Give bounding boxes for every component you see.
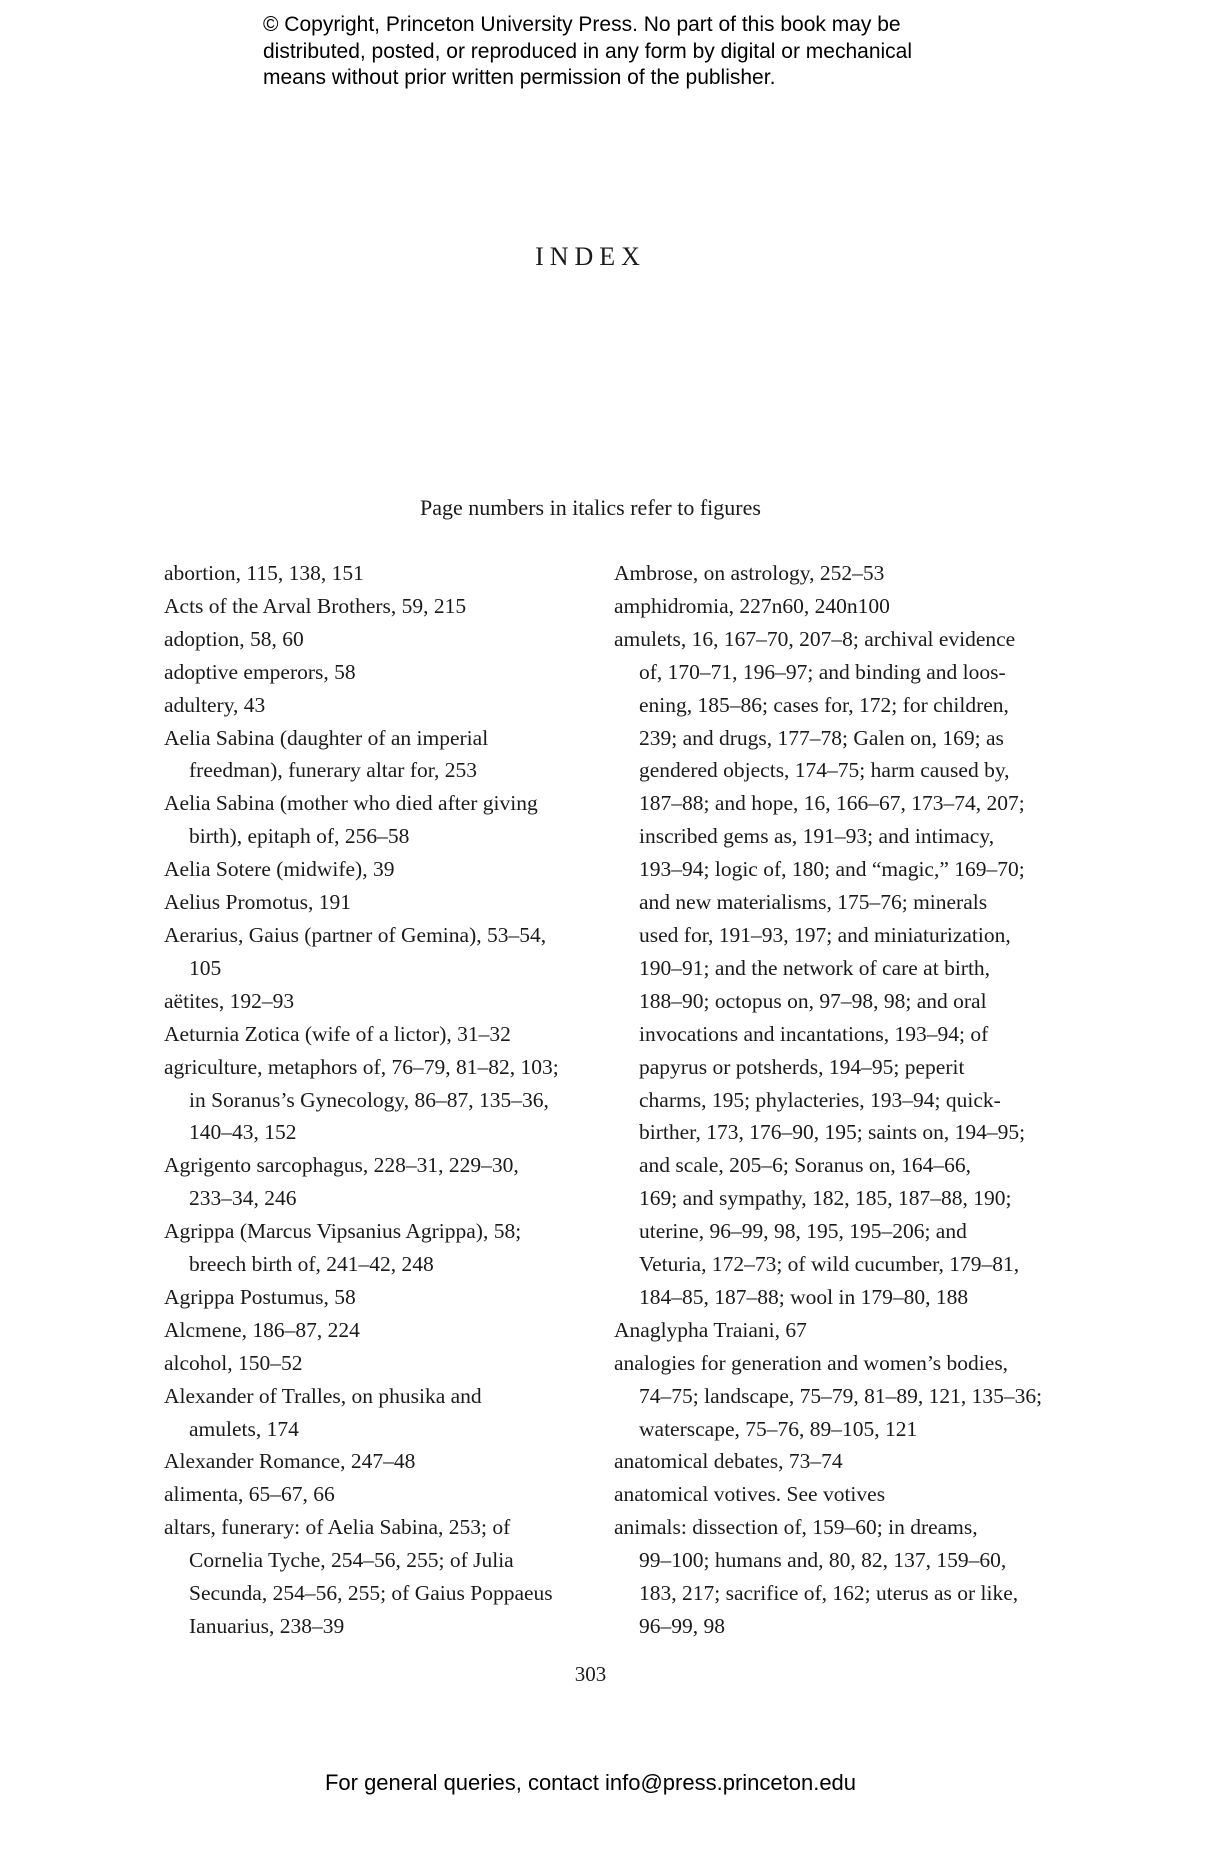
index-line: amulets, 174 — [189, 1416, 299, 1441]
index-line: 193–94; logic of, 180; and “magic,” 169–70; — [639, 857, 1025, 882]
copyright-line: distributed, posted, or reproduced in any form by digital or mechanical — [263, 39, 913, 63]
index-line: amphidromia, 227n60, 240n100 — [614, 593, 890, 618]
index-line: 184–85, 187–88; wool in 179–80, 188 — [639, 1284, 969, 1309]
index-note: Page numbers in italics refer to figures — [420, 495, 761, 520]
index-line: anatomical votives. See votives — [614, 1482, 886, 1507]
index-line: 187–88; and hope, 16, 166–67, 173–74, 207; — [639, 791, 1025, 816]
index-line: freedman), funerary altar for, 253 — [189, 758, 478, 783]
index-line: alcohol, 150–52 — [164, 1350, 303, 1375]
index-line: waterscape, 75–76, 89–105, 121 — [639, 1416, 918, 1441]
index-line: Alcmene, 186–87, 224 — [164, 1317, 360, 1342]
index-line: Aeturnia Zotica (wife of a lictor), 31–32 — [164, 1021, 511, 1046]
index-line: aëtites, 192–93 — [164, 988, 295, 1013]
index-line: inscribed gems as, 191–93; and intimacy, — [639, 824, 995, 849]
index-line: birth), epitaph of, 256–58 — [189, 824, 410, 849]
index-line: 74–75; landscape, 75–79, 81–89, 121, 135–36; — [639, 1383, 1043, 1408]
index-line: uterine, 96–99, 98, 195, 195–206; and — [639, 1219, 967, 1244]
index-line: and new materialisms, 175–76; minerals — [639, 890, 988, 915]
index-line: Anaglypha Traiani, 67 — [614, 1317, 807, 1342]
index-line: Alexander of Tralles, on phusika and — [164, 1383, 482, 1408]
index-line: Ambrose, on astrology, 252–53 — [614, 561, 885, 585]
index-line: Cornelia Tyche, 254–56, 255; of Julia — [189, 1548, 514, 1573]
index-line: anatomical debates, 73–74 — [614, 1449, 843, 1474]
index-line: 190–91; and the network of care at birth, — [639, 955, 991, 980]
index-column-left — [164, 557, 584, 1643]
index-line: Aerarius, Gaius (partner of Gemina), 53–54, — [164, 922, 547, 947]
index-line: agriculture, metaphors of, 76–79, 81–82, 103; — [164, 1054, 559, 1079]
index-line: Secunda, 254–56, 255; of Gaius Poppaeus — [189, 1581, 553, 1606]
index-line: adoption, 58, 60 — [164, 626, 304, 651]
index-line: 140–43, 152 — [189, 1120, 297, 1145]
index-line: and scale, 205–6; Soranus on, 164–66, — [639, 1153, 972, 1178]
index-column-right — [614, 557, 1043, 1643]
index-line: adultery, 43 — [164, 692, 266, 717]
index-line: analogies for generation and women’s bodies, — [614, 1350, 1009, 1375]
index-line: 105 — [189, 955, 222, 980]
index-line: in Soranus’s Gynecology, 86–87, 135–36, — [189, 1087, 549, 1112]
index-line: invocations and incantations, 193–94; of — [639, 1021, 989, 1046]
index-line: Veturia, 172–73; of wild cucumber, 179–81, — [639, 1252, 1020, 1277]
index-line: Agrigento sarcophagus, 228–31, 229–30, — [164, 1153, 519, 1178]
index-line: breech birth of, 241–42, 248 — [189, 1252, 434, 1277]
index-line: 169; and sympathy, 182, 185, 187–88, 190; — [639, 1186, 1012, 1211]
index-line: altars, funerary: of Aelia Sabina, 253; of — [164, 1515, 511, 1540]
index-line: animals: dissection of, 159–60; in dreams, — [614, 1515, 978, 1540]
index-line: 239; and drugs, 177–78; Galen on, 169; as — [639, 725, 1004, 750]
index-line: gendered objects, 174–75; harm caused by, — [639, 758, 1010, 783]
copyright-line: means without prior written permission of the publisher. — [263, 66, 776, 89]
index-line: Agrippa (Marcus Vipsanius Agrippa), 58; — [164, 1219, 522, 1244]
index-line: 188–90; octopus on, 97–98, 98; and oral — [639, 988, 987, 1013]
index-line: adoptive emperors, 58 — [164, 659, 356, 684]
index-line: 96–99, 98 — [639, 1614, 725, 1638]
index-line: Aelia Sotere (midwife), 39 — [164, 857, 395, 882]
index-line: of, 170–71, 196–97; and binding and loos- — [639, 659, 1006, 684]
index-line: Agrippa Postumus, 58 — [164, 1284, 356, 1309]
copyright-notice — [263, 12, 1023, 92]
page-title: INDEX — [535, 242, 646, 271]
index-line: Aelius Promotus, 191 — [164, 890, 351, 915]
index-line: Acts of the Arval Brothers, 59, 215 — [164, 593, 467, 618]
copyright-line: © Copyright, Princeton University Press. No part of this book may be — [263, 13, 901, 36]
index-line: abortion, 115, 138, 151 — [164, 561, 364, 585]
index-line: alimenta, 65–67, 66 — [164, 1482, 335, 1507]
index-line: used for, 191–93, 197; and miniaturization, — [639, 922, 1011, 947]
index-line: ening, 185–86; cases for, 172; for children, — [639, 692, 1009, 717]
index-line: 99–100; humans and, 80, 82, 137, 159–60, — [639, 1548, 1007, 1573]
page-number: 303 — [574, 1662, 607, 1686]
index-line: Aelia Sabina (daughter of an imperial — [164, 725, 489, 750]
index-line: 183, 217; sacrifice of, 162; uterus as or like, — [639, 1581, 1019, 1606]
index-line: papyrus or potsherds, 194–95; peperit — [639, 1054, 965, 1079]
index-line: birther, 173, 176–90, 195; saints on, 194–95; — [639, 1120, 1026, 1145]
index-line: Alexander Romance, 247–48 — [164, 1449, 416, 1474]
index-line: charms, 195; phylacteries, 193–94; quick- — [639, 1087, 1001, 1112]
index-line: 233–34, 246 — [189, 1186, 297, 1211]
index-line: Aelia Sabina (mother who died after giving — [164, 791, 538, 816]
index-line: amulets, 16, 167–70, 207–8; archival evidence — [614, 626, 1016, 651]
index-line: Ianuarius, 238–39 — [189, 1614, 345, 1638]
footer-contact: For general queries, contact info@press.princeton.edu — [324, 1770, 857, 1795]
